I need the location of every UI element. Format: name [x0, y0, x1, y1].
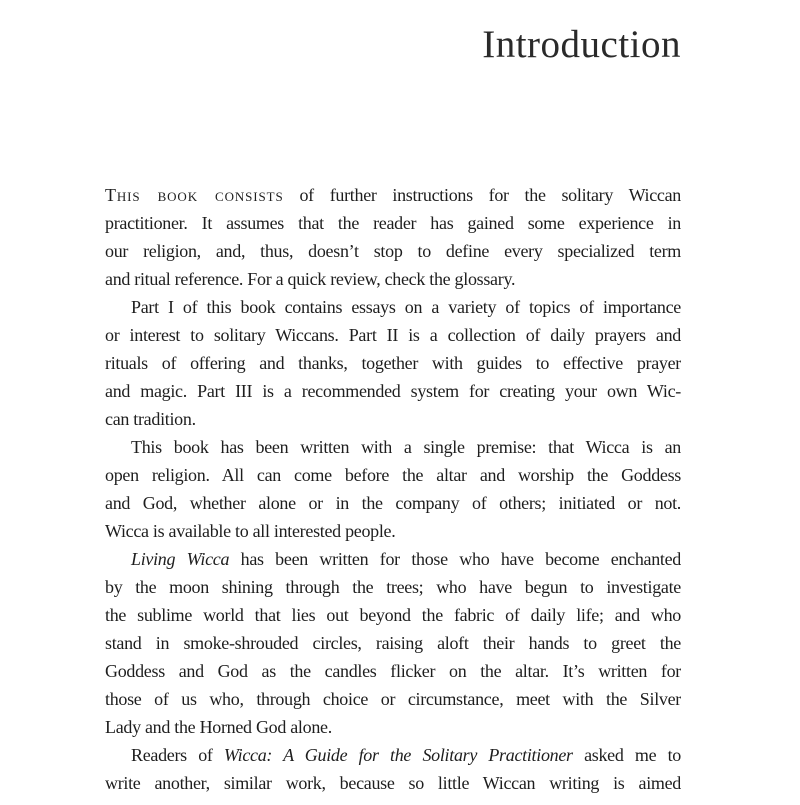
text-run: Part I of this book contains essays on a variety of topics of importance: [131, 297, 681, 317]
text-run: can tradition.: [105, 409, 196, 429]
text-line: [105, 685, 681, 713]
text-line: [105, 237, 681, 265]
paragraph: [105, 741, 681, 797]
text-line: [105, 293, 681, 321]
text-line: [105, 769, 681, 797]
text-line: [105, 181, 681, 209]
text-line: [105, 517, 681, 545]
text-line: [105, 741, 681, 769]
text-run: Goddess and God as the candles flicker on the altar. It’s written for: [105, 661, 681, 681]
text-line: [105, 657, 681, 685]
text-run: practitioner. It assumes that the reader has gained some experience in: [105, 213, 681, 233]
paragraph: [105, 433, 681, 545]
text-line: [105, 433, 681, 461]
text-run: has been written for those who have become enchanted: [229, 549, 681, 569]
text-run: of further instructions for the solitary Wiccan: [283, 185, 681, 205]
paragraph: [105, 545, 681, 741]
text-run: and magic. Part III is a recommended system for creating your own Wic-: [105, 381, 681, 401]
text-line: [105, 349, 681, 377]
text-line: [105, 713, 681, 741]
italic-text-run: Wicca: A Guide for the Solitary Practitioner: [223, 745, 573, 765]
body-text: [105, 181, 681, 797]
text-run: open religion. All can come before the altar and worship the Goddess: [105, 465, 681, 485]
text-line: [105, 265, 681, 293]
text-line: [105, 545, 681, 573]
text-line: [105, 209, 681, 237]
text-line: [105, 629, 681, 657]
text-line: [105, 321, 681, 349]
text-line: [105, 461, 681, 489]
text-run: and ritual reference. For a quick review, check the glossary.: [105, 269, 516, 289]
text-run: Wicca is available to all interested people.: [105, 521, 396, 541]
text-run: rituals of offering and thanks, together with guides to effective prayer: [105, 353, 681, 373]
paragraph: [105, 293, 681, 433]
text-run: asked me to: [572, 745, 681, 765]
text-line: [105, 405, 681, 433]
text-line: [105, 573, 681, 601]
text-run: the sublime world that lies out beyond the fabric of daily life; and who: [105, 605, 681, 625]
text-run: by the moon shining through the trees; who have begun to investigate: [105, 577, 681, 597]
paragraph: [105, 181, 681, 293]
text-run: or interest to solitary Wiccans. Part II is a collection of daily prayers and: [105, 325, 681, 345]
text-run: and God, whether alone or in the company of others; initiated or not.: [105, 493, 681, 513]
text-line: [105, 601, 681, 629]
text-run: those of us who, through choice or circumstance, meet with the Silver: [105, 689, 681, 709]
text-line: [105, 377, 681, 405]
text-run: This book has been written with a single premise: that Wicca is an: [131, 437, 681, 457]
italic-text-run: Living Wicca: [131, 549, 230, 569]
text-run: write another, similar work, because so little Wiccan writing is aimed: [105, 773, 681, 793]
text-run: Readers of: [131, 745, 224, 765]
text-run: Lady and the Horned God alone.: [105, 717, 332, 737]
chapter-title: Introduction: [482, 23, 681, 66]
small-caps-text-run: This book consists: [105, 185, 284, 205]
text-line: [105, 489, 681, 517]
text-run: stand in smoke-shrouded circles, raising aloft their hands to greet the: [105, 633, 681, 653]
text-run: our religion, and, thus, doesn’t stop to define every specialized term: [105, 241, 681, 261]
